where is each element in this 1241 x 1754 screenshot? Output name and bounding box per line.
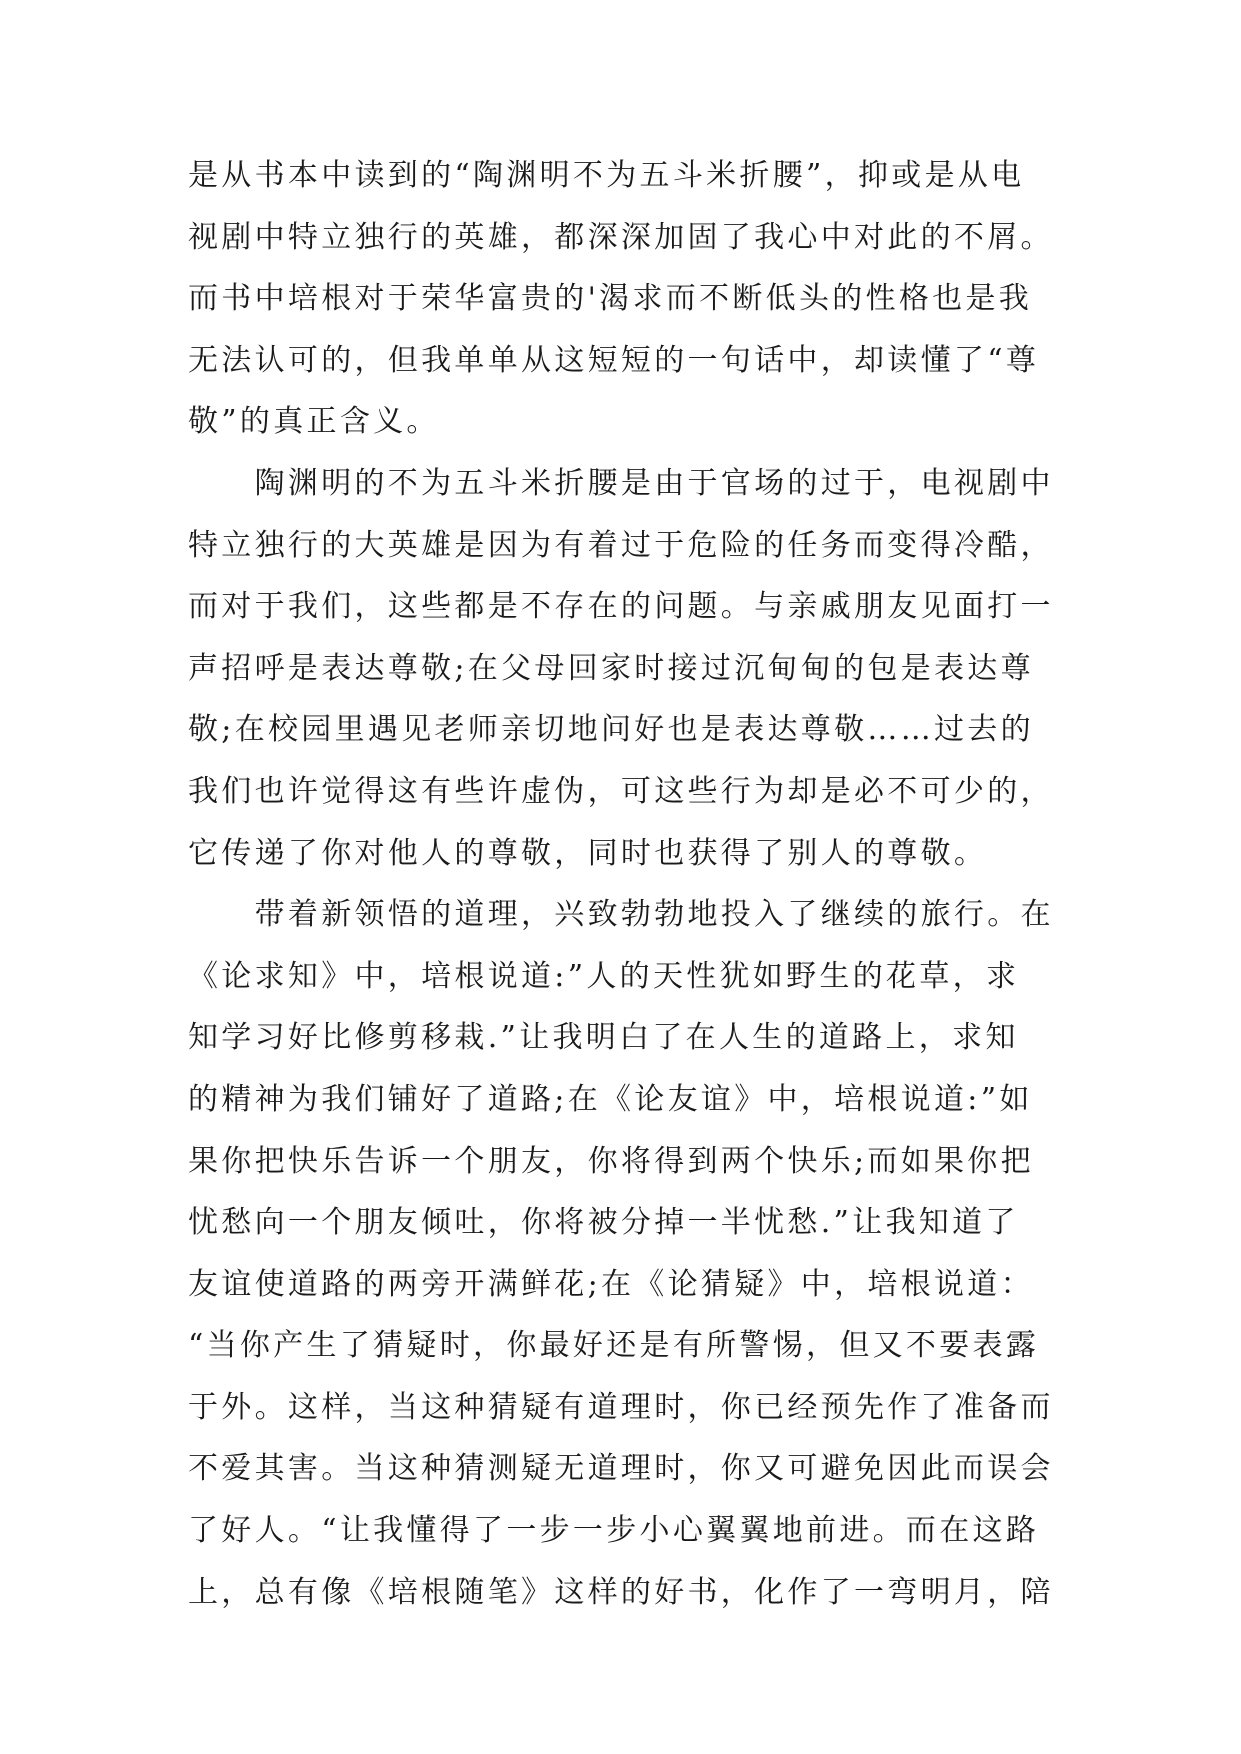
text-line: 它传递了你对他人的尊敬，同时也获得了别人的尊敬。	[188, 835, 988, 871]
text-line: 上，总有像《培根随笔》这样的好书，化作了一弯明月，陪	[188, 1574, 1054, 1610]
text-line: 陶渊明的不为五斗米折腰是由于官场的过于，电视剧中	[188, 465, 1054, 501]
text-line: 是从书本中读到的“陶渊明不为五斗米折腰”，抑或是从电	[188, 158, 1025, 193]
text-line: 视剧中特立独行的英雄，都深深加固了我心中对此的不屑。	[188, 219, 1054, 255]
text-line: 特立独行的大英雄是因为有着过于危险的任务而变得冷酷，	[188, 527, 1054, 563]
text-line: 而对于我们，这些都是不存在的问题。与亲戚朋友见面打一	[188, 589, 1054, 625]
text-line: 我们也许觉得这有些许虚伪，可这些行为却是必不可少的，	[188, 773, 1054, 809]
text-line: 带着新领悟的道理，兴致勃勃地投入了继续的旅行。在	[188, 897, 1054, 933]
text-line: 于外。这样，当这种猜疑有道理时，你已经预先作了准备而	[188, 1389, 1054, 1425]
text-line: 声招呼是表达尊敬;在父母回家时接过沉甸甸的包是表达尊	[188, 650, 1034, 686]
body-text	[188, 145, 1068, 1623]
text-line: 果你把快乐告诉一个朋友，你将得到两个快乐;而如果你把	[188, 1143, 1034, 1179]
text-line: 敬;在校园里遇见老师亲切地问好也是表达尊敬……过去的	[188, 712, 1034, 748]
text-line: 敬”的真正含义。	[188, 404, 440, 440]
text-line: 无法认可的，但我单单从这短短的一句话中，却读懂了“尊	[188, 342, 1040, 378]
text-line: 知学习好比修剪移栽.”让我明白了在人生的道路上，求知	[188, 1020, 1019, 1056]
text-line: 友谊使道路的两旁开满鲜花;在《论猜疑》中，培根说道：	[188, 1266, 1034, 1302]
text-line: 《论求知》中，培根说道:”人的天性犹如野生的花草，求	[188, 958, 1020, 994]
text-line: 的精神为我们铺好了道路;在《论友谊》中，培根说道:”如	[188, 1081, 1033, 1117]
text-line: 忧愁向一个朋友倾吐，你将被分掉一半忧愁.”让我知道了	[188, 1205, 1019, 1241]
text-line: 不爱其害。当这种猜测疑无道理时，你又可避免因此而误会	[188, 1451, 1054, 1487]
text-line: 而书中培根对于荣华富贵的'渴求而不断低头的性格也是我	[188, 281, 1033, 317]
text-line: “当你产生了猜疑时，你最好还是有所警惕，但又不要表露	[188, 1328, 1040, 1364]
text-line: 了好人。“让我懂得了一步一步小心翼翼地前进。而在这路	[188, 1513, 1040, 1549]
